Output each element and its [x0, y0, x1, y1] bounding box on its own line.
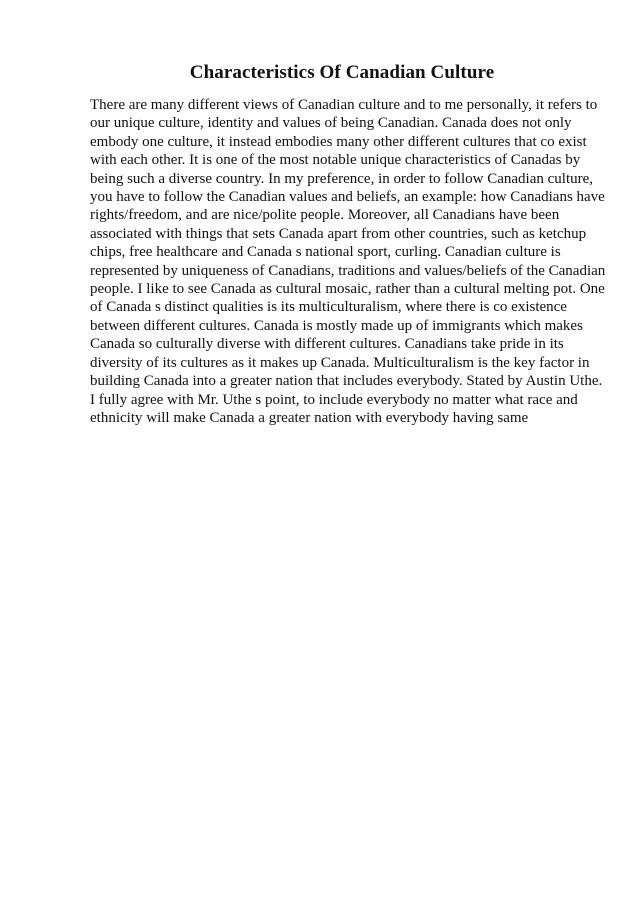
- text-line: associated with things that sets Canada apart from other countries, such as ketchup: [90, 225, 587, 242]
- text-line: I fully agree with Mr. Uthe s point, to include everybody no matter what race and: [90, 391, 578, 408]
- document-title: Characteristics Of Canadian Culture: [189, 62, 495, 83]
- text-line: building Canada into a greater nation that includes everybody. Stated by Austin Uthe.: [90, 373, 603, 390]
- text-line: diversity of its cultures as it makes up Canada. Multiculturalism is the key factor in: [90, 354, 590, 371]
- text-line: being such a diverse country. In my preference, in order to follow Canadian culture,: [90, 170, 594, 187]
- body-paragraph: [90, 96, 606, 427]
- text-line: ethnicity will make Canada a greater nation with everybody having same: [90, 409, 529, 426]
- text-line: people. I like to see Canada as cultural mosaic, rather than a cultural melting pot. One: [90, 281, 605, 298]
- text-line: of Canada s distinct qualities is its multiculturalism, where there is co existence: [90, 299, 567, 316]
- text-line: our unique culture, identity and values of being Canadian. Canada does not only: [90, 115, 572, 132]
- text-line: with each other. It is one of the most notable unique characteristics of Canadas by: [90, 152, 581, 169]
- text-line: between different cultures. Canada is mostly made up of immigrants which makes: [90, 317, 583, 334]
- text-line: Canada so culturally diverse with different cultures. Canadians take pride in its: [90, 336, 564, 353]
- text-line: chips, free healthcare and Canada s national sport, curling. Canadian culture is: [90, 244, 561, 261]
- text-line: rights/freedom, and are nice/polite people. Moreover, all Canadians have been: [90, 207, 560, 224]
- text-line: you have to follow the Canadian values and beliefs, an example: how Canadians have: [90, 189, 605, 206]
- text-line: embody one culture, it instead embodies many other different cultures that co exist: [90, 133, 587, 150]
- text-line: represented by uniqueness of Canadians, traditions and values/beliefs of the Canadian: [90, 262, 606, 279]
- text-line: There are many different views of Canadian culture and to me personally, it refers to: [90, 97, 598, 113]
